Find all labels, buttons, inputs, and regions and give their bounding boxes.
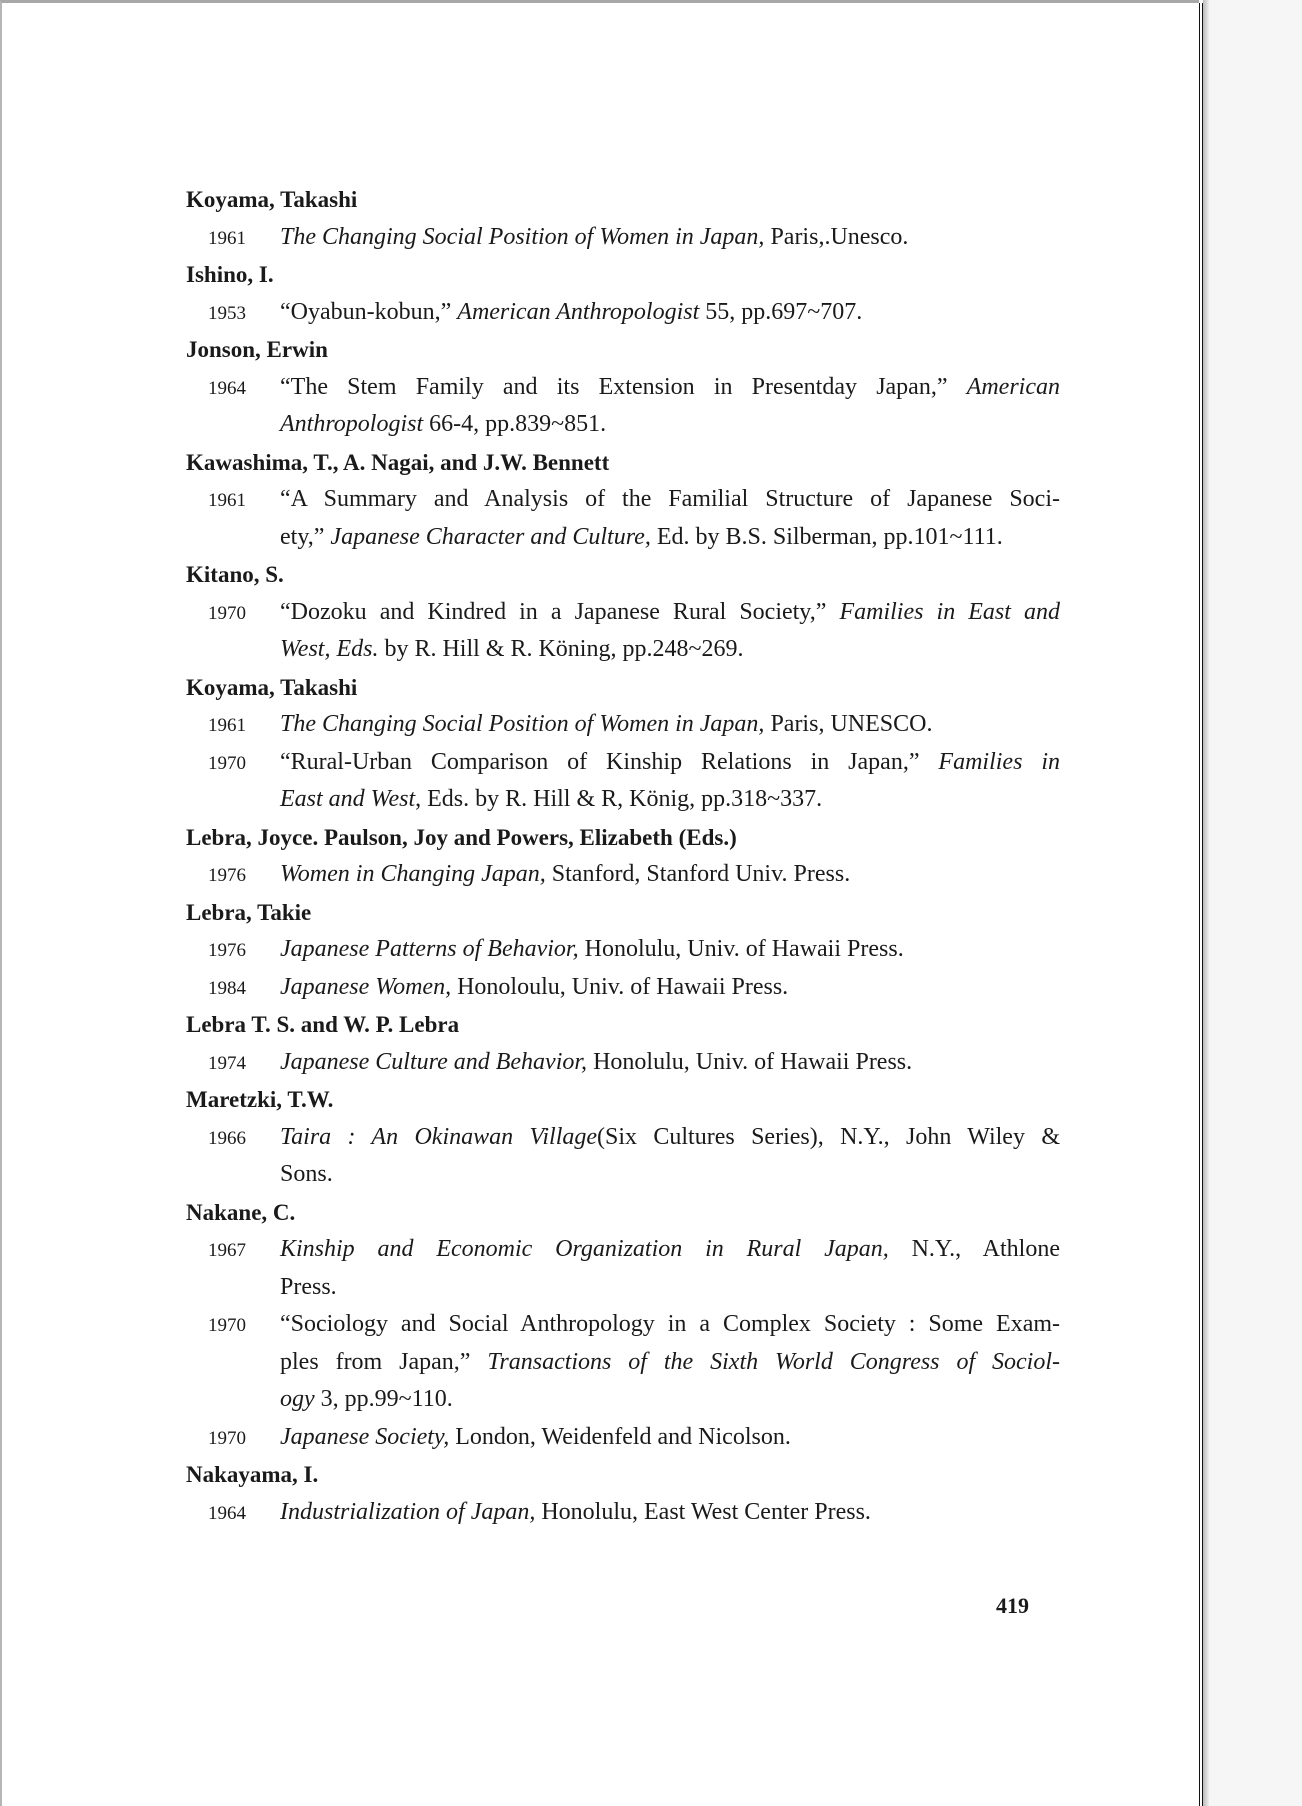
italic-title: Japanese Character and Culture, [330, 523, 651, 550]
reference-year: 1970 [208, 752, 246, 774]
reference-segment: Press. [280, 1273, 337, 1300]
reference-year: 1967 [208, 1240, 246, 1261]
author-heading: Nakayama, I. [186, 1462, 319, 1487]
italic-title: American Anthropologist [457, 298, 700, 325]
reference-segment: by R. Hill & R. Köning, pp.248~269. [378, 636, 744, 662]
reference-segment: Paris,.Unesco. [764, 223, 909, 250]
reference-year: 1966 [208, 1127, 246, 1149]
italic-title: The Changing Social Position of Women in Japan, [280, 223, 765, 250]
reference-line [186, 481, 1060, 519]
reference-line [186, 1419, 1060, 1457]
reference-year: 1953 [208, 302, 246, 324]
reference-segment: London, Weidenfeld and Nicolson. [449, 1423, 791, 1450]
reference-text [280, 781, 1060, 819]
reference-line [186, 406, 1060, 444]
reference-text [280, 1306, 1060, 1344]
reference-segment: Sons. [280, 1161, 333, 1187]
italic-title: Women in Changing Japan, [280, 861, 546, 887]
reference-segment: “Oyabun-kobun,” [280, 298, 458, 325]
reference-line [186, 369, 1060, 407]
reference-line [186, 706, 1060, 744]
bibliography-list [186, 181, 1060, 1531]
author-heading: Maretzki, T.W. [186, 1087, 334, 1112]
reference-segment: Honolulu, Univ. of Hawaii Press. [587, 1048, 913, 1075]
italic-title: Japanese Patterns of Behavior, [280, 936, 579, 962]
italic-title: Taira : An Okinawan Village [280, 1123, 598, 1150]
reference-text [280, 631, 1060, 669]
reference-text [280, 1119, 1060, 1157]
reference-text [280, 1494, 1060, 1532]
reference-line [186, 1156, 1060, 1194]
reference-segment: “Sociology and Social Anthropology in a Complex Society : Some Exam- [280, 1311, 1060, 1337]
italic-title: ogy [280, 1386, 315, 1412]
reference-line [186, 744, 1060, 782]
reference-segment: Ed. by B.S. Silberman, pp.101~111. [650, 523, 1003, 550]
reference-line [186, 1119, 1060, 1157]
author-heading: Lebra, Takie [186, 899, 312, 925]
reference-text [280, 1156, 1060, 1194]
reference-segment: Stanford, Stanford Univ. Press. [545, 861, 851, 887]
reference-text [280, 1419, 1060, 1457]
italic-title: Japanese Women, [280, 973, 452, 1000]
reference-text [280, 856, 1060, 894]
reference-year: 1970 [208, 1427, 246, 1449]
page-number: 419 [996, 1593, 1029, 1618]
reference-segment: , Eds. by R. Hill & R, König, pp.318~337. [415, 786, 823, 812]
reference-line [186, 856, 1060, 894]
reference-text [280, 931, 1060, 969]
reference-segment: Paris, UNESCO. [764, 711, 933, 737]
reference-year: 1961 [208, 227, 246, 249]
author-heading: Kawashima, T., A. Nagai, and J.W. Bennett [186, 449, 610, 475]
author-heading: Koyama, Takashi [186, 674, 358, 700]
reference-segment: 3, pp.99~110. [314, 1386, 453, 1412]
reference-year: 1964 [208, 377, 246, 399]
italic-title: Families in [938, 748, 1061, 775]
reference-segment: ety,” [280, 523, 331, 550]
italic-title: Transactions of the Sixth World Congress of Sociol- [487, 1348, 1060, 1375]
reference-year: 1976 [208, 940, 246, 961]
italic-title: Kinship and Economic Organization in Rural Japan, [280, 1236, 889, 1262]
reference-line [186, 1044, 1060, 1082]
page-shadow [1203, 0, 1209, 1806]
reference-segment: ples from Japan,” [280, 1348, 488, 1375]
author-heading: Lebra T. S. and W. P. Lebra [186, 1012, 460, 1037]
reference-line [186, 1344, 1060, 1382]
reference-line [186, 969, 1060, 1007]
reference-line [186, 519, 1060, 557]
reference-year: 1970 [208, 602, 246, 624]
reference-year: 1970 [208, 1315, 246, 1336]
reference-text [280, 294, 1060, 332]
reference-segment: 66-4, pp.839~851. [423, 411, 607, 437]
italic-title: Japanese Society, [280, 1423, 450, 1450]
reference-segment: N.Y., Athlone [888, 1236, 1060, 1262]
reference-segment: “A Summary and Analysis of the Familial Structure of Japanese Soci- [280, 486, 1060, 512]
reference-segment: Honolulu, East West Center Press. [535, 1498, 871, 1525]
reference-line [186, 781, 1060, 819]
reference-text [280, 1231, 1060, 1269]
reference-line [186, 1306, 1060, 1344]
reference-text [280, 406, 1060, 444]
author-heading: Lebra, Joyce. Paulson, Joy and Powers, Elizabeth (Eds.) [186, 824, 737, 850]
reference-segment: 55, pp.697~707. [699, 298, 863, 325]
reference-text [280, 1381, 1060, 1419]
italic-title: Anthropologist [280, 411, 424, 437]
reference-segment: “Dozoku and Kindred in a Japanese Rural Society,” [280, 598, 840, 625]
italic-title: West, Eds. [280, 636, 379, 662]
reference-line [186, 594, 1060, 632]
italic-title: American [966, 373, 1060, 400]
reference-text [280, 594, 1060, 632]
reference-line [186, 631, 1060, 669]
reference-line [186, 931, 1060, 969]
reference-segment: Honoloulu, Univ. of Hawaii Press. [451, 973, 789, 1000]
reference-line [186, 1231, 1060, 1269]
reference-text [280, 969, 1060, 1007]
reference-text [280, 1044, 1060, 1082]
reference-year: 1974 [208, 1052, 246, 1074]
reference-text [280, 481, 1060, 519]
reference-line [186, 219, 1060, 257]
italic-title: Families in East and [839, 598, 1060, 625]
reference-text [280, 744, 1060, 782]
author-heading: Koyama, Takashi [186, 187, 358, 212]
reference-line [186, 1381, 1060, 1419]
reference-segment: (Six Cultures Series), N.Y., John Wiley & [597, 1123, 1060, 1150]
italic-title: The Changing Social Position of Women in Japan, [280, 711, 765, 737]
reference-text [280, 219, 1060, 257]
italic-title: Industrialization of Japan, [280, 1498, 536, 1525]
reference-year: 1961 [208, 490, 246, 511]
reference-year: 1961 [208, 715, 246, 736]
italic-title: East and West [280, 786, 416, 812]
reference-year: 1964 [208, 1502, 246, 1524]
reference-segment: “Rural-Urban Comparison of Kinship Relations in Japan,” [280, 748, 939, 775]
author-heading: Nakane, C. [186, 1199, 296, 1225]
reference-text [280, 519, 1060, 557]
author-heading: Kitano, S. [186, 562, 284, 587]
author-heading: Ishino, I. [186, 262, 274, 287]
reference-text [280, 1344, 1060, 1382]
reference-line [186, 294, 1060, 332]
author-heading: Jonson, Erwin [186, 337, 328, 362]
reference-year: 1976 [208, 865, 246, 886]
reference-line [186, 1494, 1060, 1532]
reference-segment: Honolulu, Univ. of Hawaii Press. [578, 936, 904, 962]
reference-line [186, 1269, 1060, 1307]
reference-text [280, 1269, 1060, 1307]
reference-text [280, 706, 1060, 744]
reference-segment: “The Stem Family and its Extension in Presentday Japan,” [280, 373, 967, 400]
reference-text [280, 369, 1060, 407]
reference-year: 1984 [208, 977, 246, 999]
italic-title: Japanese Culture and Behavior, [280, 1048, 588, 1075]
